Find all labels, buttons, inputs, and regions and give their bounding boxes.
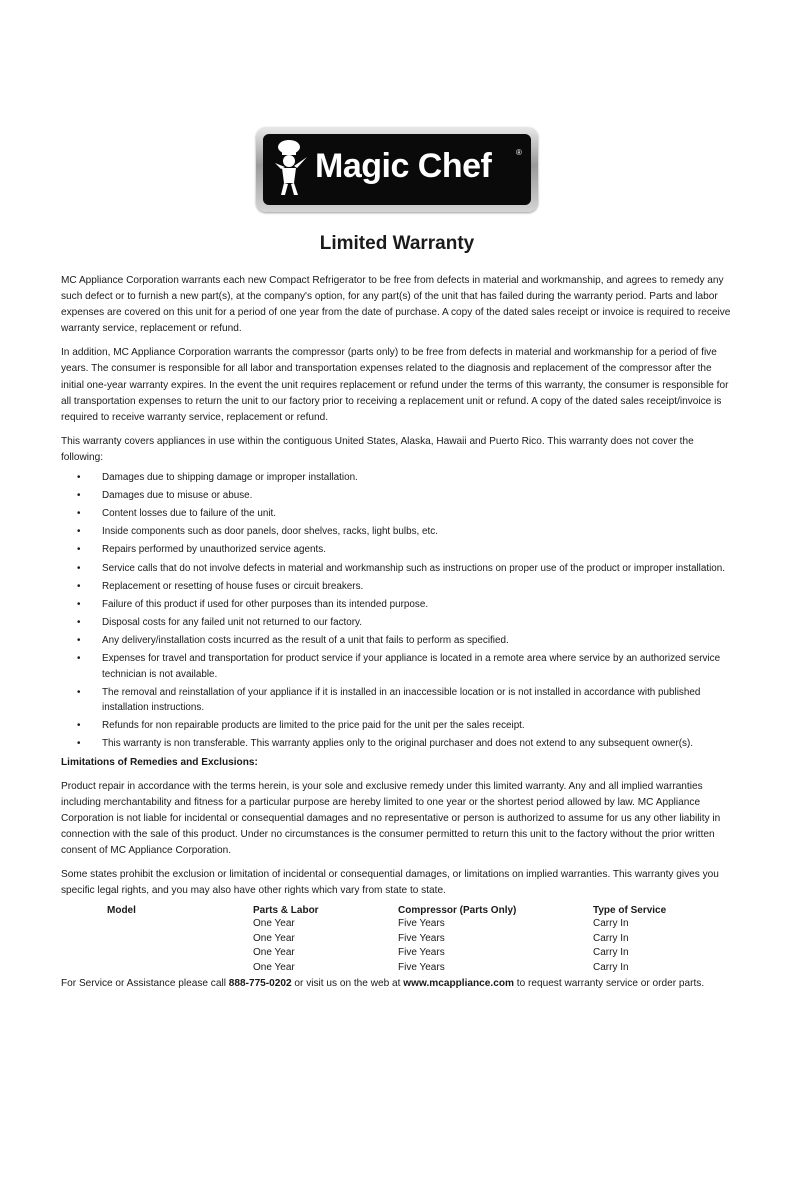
- list-item: [61, 736, 737, 752]
- cell-model: [107, 946, 253, 960]
- bullet-icon: •: [77, 720, 81, 732]
- list-item: [61, 542, 737, 558]
- list-item: [61, 506, 737, 522]
- cell-parts-labor: One Year: [253, 932, 295, 944]
- cell-service-type: Carry In: [593, 947, 629, 959]
- bullet-icon: •: [77, 490, 81, 502]
- exclusion-text: The removal and reinstallation of your appliance if it is installed in an inaccessible location or is not installed in accordance with published installation instructions.: [102, 686, 701, 714]
- cell-compressor: Five Years: [398, 918, 445, 930]
- list-item: [61, 561, 737, 577]
- bullet-icon: •: [77, 598, 81, 610]
- bullet-icon: •: [77, 580, 81, 592]
- list-item: [61, 470, 737, 486]
- header-parts-labor: Parts & Labor: [253, 905, 319, 917]
- limitations-paragraph: Product repair in accordance with the terms herein, is your sole and exclusive remedy under this limited warranty. Any and all implied warranties including merchantability and fitness for a particular purpose are hereby limited to one year or the shortest period allowed by law. MC Appliance Corporation is not liable for incidental or consequential damages and no representative or person is authorized to assume for us any other liability in connection with the sale of this product. Under no circumstances is the consumer permitted to return this unit to the factory without the prior written consent of MC Appliance Corporation.: [61, 780, 721, 856]
- exclusions-list: [61, 470, 737, 752]
- cell-service-type: Carry In: [593, 961, 629, 973]
- warranty-paragraph-compressor: In addition, MC Appliance Corporation warrants the compressor (parts only) to be free from defects in material and workmanship for a period of five years. The consumer is responsible for all labor and transportation expenses related to the diagnosis and replacement of the compressor after the initial one-year warranty expires. In the event the unit requires replacement or refund under the terms of this warranty, the consumer is responsible for all transportation expenses to return the unit to our factory prior to receiving a replacement unit or refund. A copy of the dated sales receipt/invoice is required to receive warranty service, replacement or refund.: [61, 347, 729, 423]
- limitations-heading: Limitations of Remedies and Exclusions:: [61, 756, 258, 768]
- bullet-icon: •: [77, 472, 81, 484]
- header-model: Model: [107, 905, 136, 917]
- exclusion-text: This warranty is non transferable. This warranty applies only to the original purchaser and does not extend to any subsequent owner(s).: [102, 738, 693, 750]
- cell-compressor: Five Years: [398, 947, 445, 959]
- bullet-icon: •: [77, 738, 81, 750]
- table-row: [107, 946, 713, 960]
- cell-parts-labor: One Year: [253, 918, 295, 930]
- logo-wordmark: Magic Chef: [315, 147, 492, 185]
- table-row: [107, 932, 713, 946]
- exclusion-text: Replacement or resetting of house fuses or circuit breakers.: [102, 580, 364, 592]
- exclusion-text: Repairs performed by unauthorized service agents.: [102, 544, 326, 556]
- exclusion-text: Disposal costs for any failed unit not returned to our factory.: [102, 616, 362, 628]
- service-phone-number: 888-775-0202: [228, 977, 292, 989]
- table-row: [107, 917, 713, 931]
- contact-middle: or visit us on the web at: [291, 977, 404, 989]
- cell-model: [107, 961, 253, 975]
- exclusion-text: Refunds for non repairable products are limited to the price paid for the unit per the sales receipt.: [102, 720, 525, 732]
- table-row: [107, 961, 713, 975]
- exclusion-text: Failure of this product if used for other purposes than its intended purpose.: [102, 598, 429, 610]
- exclusion-text: Damages due to misuse or abuse.: [102, 490, 253, 502]
- exclusion-text: Expenses for travel and transportation for product service if your appliance is located in a remote area where service by an authorized service technician is not available.: [102, 652, 721, 680]
- bullet-icon: •: [77, 544, 81, 556]
- service-contact-line: [61, 976, 737, 992]
- page-title: Limited Warranty: [319, 233, 475, 254]
- cell-service-type: Carry In: [593, 918, 629, 930]
- cell-model: [107, 932, 253, 946]
- bullet-icon: •: [77, 508, 81, 520]
- cell-model: [107, 917, 253, 931]
- warranty-content: [61, 273, 737, 992]
- cell-compressor: Five Years: [398, 932, 445, 944]
- cell-service-type: Carry In: [593, 932, 629, 944]
- list-item: [61, 597, 737, 613]
- list-item: [61, 615, 737, 631]
- state-rights-paragraph: Some states prohibit the exclusion or limitation of incidental or consequential damages, or limitations on implied warranties. This warranty gives you specific legal rights, and you may also have other rights which vary from state to state.: [61, 869, 719, 897]
- bullet-icon: •: [77, 562, 81, 574]
- cell-parts-labor: One Year: [253, 947, 295, 959]
- contact-suffix: to request warranty service or order parts.: [513, 977, 705, 989]
- logo-badge: [263, 134, 531, 205]
- warranty-paragraph-coverage-area: This warranty covers appliances in use within the contiguous United States, Alaska, Hawaii and Puerto Rico. This warranty does not cover the following:: [61, 435, 694, 463]
- exclusion-text: Inside components such as door panels, door shelves, racks, light bulbs, etc.: [102, 526, 438, 538]
- bullet-icon: •: [77, 616, 81, 628]
- exclusion-text: Damages due to shipping damage or improper installation.: [102, 472, 358, 484]
- list-item: [61, 633, 737, 649]
- registered-mark: ®: [516, 148, 522, 157]
- cell-compressor: Five Years: [398, 961, 445, 973]
- coverage-table: [107, 905, 713, 975]
- contact-prefix: For Service or Assistance please call: [61, 977, 229, 989]
- list-item: [61, 718, 737, 734]
- list-item: [61, 651, 737, 682]
- list-item: [61, 579, 737, 595]
- bullet-icon: •: [77, 652, 81, 664]
- header-compressor: Compressor (Parts Only): [398, 905, 517, 917]
- cell-parts-labor: One Year: [253, 961, 295, 973]
- bullet-icon: •: [77, 634, 81, 646]
- bullet-icon: •: [77, 686, 81, 698]
- website-link[interactable]: www.mcappliance.com: [403, 977, 514, 989]
- bullet-icon: •: [77, 526, 81, 538]
- exclusion-text: Any delivery/installation costs incurred as the result of a unit that fails to perform as specified.: [102, 634, 509, 646]
- chef-mascot-icon: [267, 137, 319, 201]
- warranty-paragraph-parts-labor: MC Appliance Corporation warrants each new Compact Refrigerator to be free from defects in material and workmanship, and agrees to remedy any such defect or to furnish a new part(s), at the company's option, for any part(s) of the unit that has failed during the warranty period. Parts and labor expenses are covered on this unit for a period of one year from the date of purchase. A copy of the dated sales receipt or invoice is required to receive warranty service, replacement or refund.: [61, 275, 731, 335]
- magic-chef-logo: [256, 127, 538, 212]
- list-item: [61, 488, 737, 504]
- table-header-row: [107, 905, 713, 917]
- list-item: [61, 524, 737, 540]
- exclusion-text: Content losses due to failure of the unit.: [102, 508, 277, 520]
- header-service-type: Type of Service: [593, 905, 667, 917]
- exclusion-text: Service calls that do not involve defects in material and workmanship such as instructions on proper use of the product or improper installation.: [102, 562, 725, 574]
- list-item: [61, 685, 737, 716]
